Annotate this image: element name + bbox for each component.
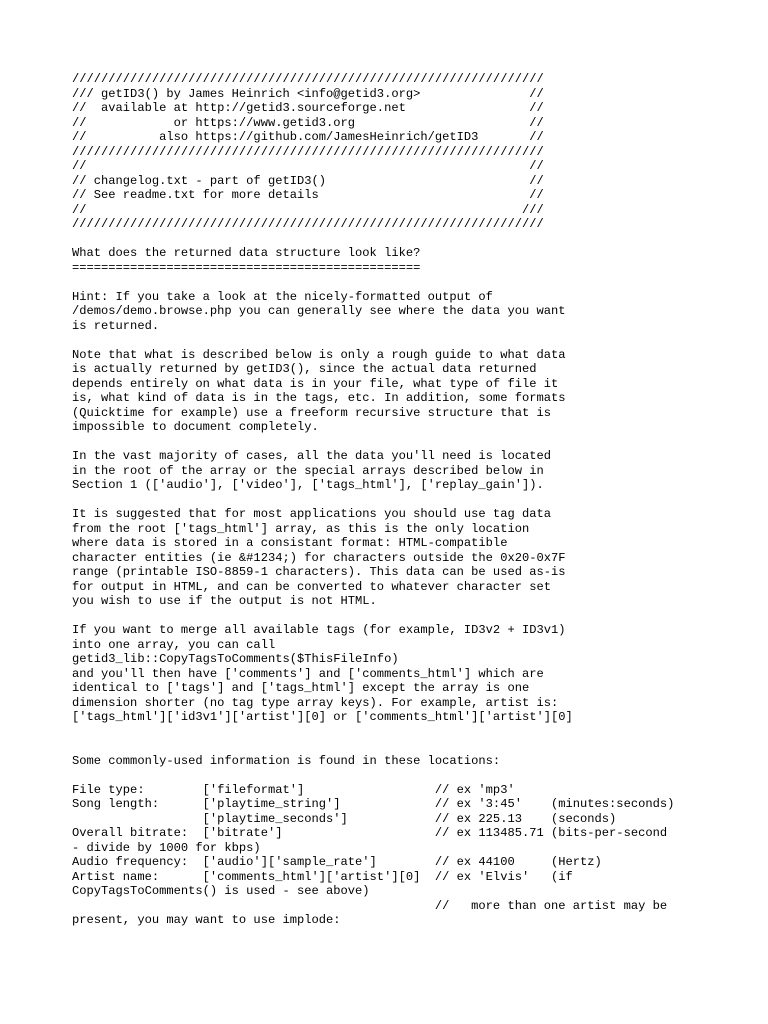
text-line: ///////////////////////////////////////////////////////////////// — [72, 217, 544, 231]
text-line: Some commonly-used information is found in these locations: — [72, 753, 501, 768]
text-line: Note that what is described below is only a rough guide to what data — [72, 347, 566, 362]
text-line: Audio frequency: ['audio']['sample_rate'] // ex 44100 (Hertz) — [72, 855, 602, 869]
text-line: (Quicktime for example) use a freeform recursive structure that is — [72, 405, 551, 420]
text-line: Song length: ['playtime_string'] // ex '3:45' (minutes:seconds) — [72, 797, 675, 811]
text-line — [72, 493, 762, 508]
text-line: Section 1 (['audio'], ['video'], ['tags_html'], ['replay_gain']). — [72, 478, 544, 492]
text-line: is returned. — [72, 318, 160, 333]
text-line: File type: ['fileformat'] // ex 'mp3' — [72, 782, 515, 797]
text-line: /// getID3() by James Heinrich <info@getid3.org> // — [72, 86, 544, 101]
text-line: present, you may want to use implode: — [72, 913, 341, 927]
text-line: dimension shorter (no tag type array keys). For example, artist is: — [72, 695, 559, 710]
text-line: ///////////////////////////////////////////////////////////////// — [72, 72, 544, 86]
text-line: from the root ['tags_html'] array, as this is the only location — [72, 521, 530, 536]
text-line: // or https://www.getid3.org // — [72, 115, 544, 130]
text-line — [72, 725, 762, 740]
document-text — [72, 72, 762, 928]
text-line — [72, 435, 762, 450]
text-line: character entities (ie &#1234;) for characters outside the 0x20-0x7F — [72, 550, 566, 565]
text-line: getid3_lib::CopyTagsToComments($ThisFileInfo) — [72, 652, 399, 666]
text-line: // /// — [72, 202, 544, 217]
text-line: identical to ['tags'] and ['tags_html'] except the array is one — [72, 681, 530, 695]
text-line: depends entirely on what data is in your file, what type of file it — [72, 376, 559, 391]
text-line: // more than one artist may be — [72, 898, 668, 913]
text-line: is actually returned by getID3(), since the actual data returned — [72, 362, 537, 376]
text-line: Overall bitrate: ['bitrate'] // ex 113485.71 (bits-per-second — [72, 826, 668, 840]
text-line: ['tags_html']['id3v1']['artist'][0] or ['comments_html']['artist'][0] — [72, 710, 573, 724]
text-line: // See readme.txt for more details // — [72, 188, 544, 202]
text-line: into one array, you can call — [72, 637, 276, 652]
text-line: Hint: If you take a look at the nicely-formatted output of — [72, 289, 493, 304]
text-line — [72, 275, 762, 290]
text-line: // // — [72, 159, 544, 173]
text-line: range (printable ISO-8859-1 characters). This data can be used as-is — [72, 565, 566, 579]
text-line: // available at http://getid3.sourceforge.net // — [72, 101, 544, 115]
text-line: ['playtime_seconds'] // ex 225.13 (seconds) — [72, 811, 617, 826]
text-line: is, what kind of data is in the tags, etc. In addition, some formats — [72, 391, 566, 405]
text-line: impossible to document completely. — [72, 420, 319, 434]
text-line: If you want to merge all available tags (for example, ID3v2 + ID3v1) — [72, 623, 566, 637]
text-line — [72, 768, 762, 783]
text-line: where data is stored in a consistant format: HTML-compatible — [72, 536, 508, 550]
text-line: for output in HTML, and can be converted to whatever character set — [72, 579, 551, 594]
text-line: ///////////////////////////////////////////////////////////////// — [72, 144, 544, 159]
text-line: // also https://github.com/JamesHeinrich/getID3 // — [72, 130, 544, 144]
text-line: in the root of the array or the special arrays described below in — [72, 463, 544, 478]
text-line — [72, 609, 762, 624]
text-line: It is suggested that for most applications you should use tag data — [72, 507, 551, 521]
text-line — [72, 333, 762, 348]
text-line: ================================================ — [72, 260, 421, 275]
text-line — [72, 739, 762, 754]
text-line — [72, 232, 762, 247]
text-line: /demos/demo.browse.php you can generally see where the data you want — [72, 304, 566, 318]
text-line: and you'll then have ['comments'] and ['comments_html'] which are — [72, 666, 544, 681]
text-line: Artist name: ['comments_html']['artist'][0] // ex 'Elvis' (if — [72, 869, 573, 884]
text-line: CopyTagsToComments() is used - see above) — [72, 884, 370, 898]
text-line: you wish to use if the output is not HTML. — [72, 594, 377, 608]
text-line: // changelog.txt - part of getID3() // — [72, 173, 544, 188]
text-line: - divide by 1000 for kbps) — [72, 840, 261, 855]
text-line: In the vast majority of cases, all the data you'll need is located — [72, 449, 551, 463]
text-line: What does the returned data structure look like? — [72, 246, 421, 260]
